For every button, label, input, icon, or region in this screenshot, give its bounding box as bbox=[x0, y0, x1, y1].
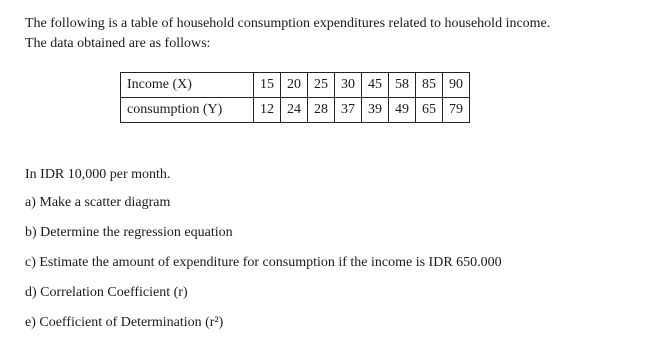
data-table bbox=[120, 72, 470, 123]
table-cell: 37 bbox=[335, 98, 362, 123]
question-e: e) Coefficient of Determination (r²) bbox=[25, 315, 224, 330]
question-d: d) Correlation Coefficient (r) bbox=[25, 285, 188, 300]
question-list bbox=[25, 193, 502, 343]
table-row-consumption bbox=[121, 98, 470, 123]
table-cell: 28 bbox=[308, 98, 335, 123]
table-cell: 85 bbox=[416, 73, 443, 98]
table-cell: 24 bbox=[281, 98, 308, 123]
table-cell: 12 bbox=[254, 98, 281, 123]
table-cell: 45 bbox=[362, 73, 389, 98]
question-c: c) Estimate the amount of expenditure for consumption if the income is IDR 650.000 bbox=[25, 255, 502, 270]
row-label-income: Income (X) bbox=[121, 73, 254, 98]
table-cell: 15 bbox=[254, 73, 281, 98]
table-cell: 58 bbox=[389, 73, 416, 98]
row-label-consumption: consumption (Y) bbox=[121, 98, 254, 123]
question-a: a) Make a scatter diagram bbox=[25, 195, 171, 210]
question-b: b) Determine the regression equation bbox=[25, 225, 233, 240]
table-cell: 39 bbox=[362, 98, 389, 123]
table-row-income bbox=[121, 73, 470, 98]
unit-note: In IDR 10,000 per month. bbox=[25, 167, 171, 182]
intro-line-2: The data obtained are as follows: bbox=[25, 36, 211, 51]
table-cell: 65 bbox=[416, 98, 443, 123]
table-cell: 49 bbox=[389, 98, 416, 123]
table-cell: 25 bbox=[308, 73, 335, 98]
intro-line-1: The following is a table of household consumption expenditures related to household income. bbox=[25, 16, 551, 31]
table-cell: 79 bbox=[443, 98, 470, 123]
intro-text bbox=[25, 14, 550, 54]
table-cell: 90 bbox=[443, 73, 470, 98]
table-cell: 30 bbox=[335, 73, 362, 98]
table-cell: 20 bbox=[281, 73, 308, 98]
